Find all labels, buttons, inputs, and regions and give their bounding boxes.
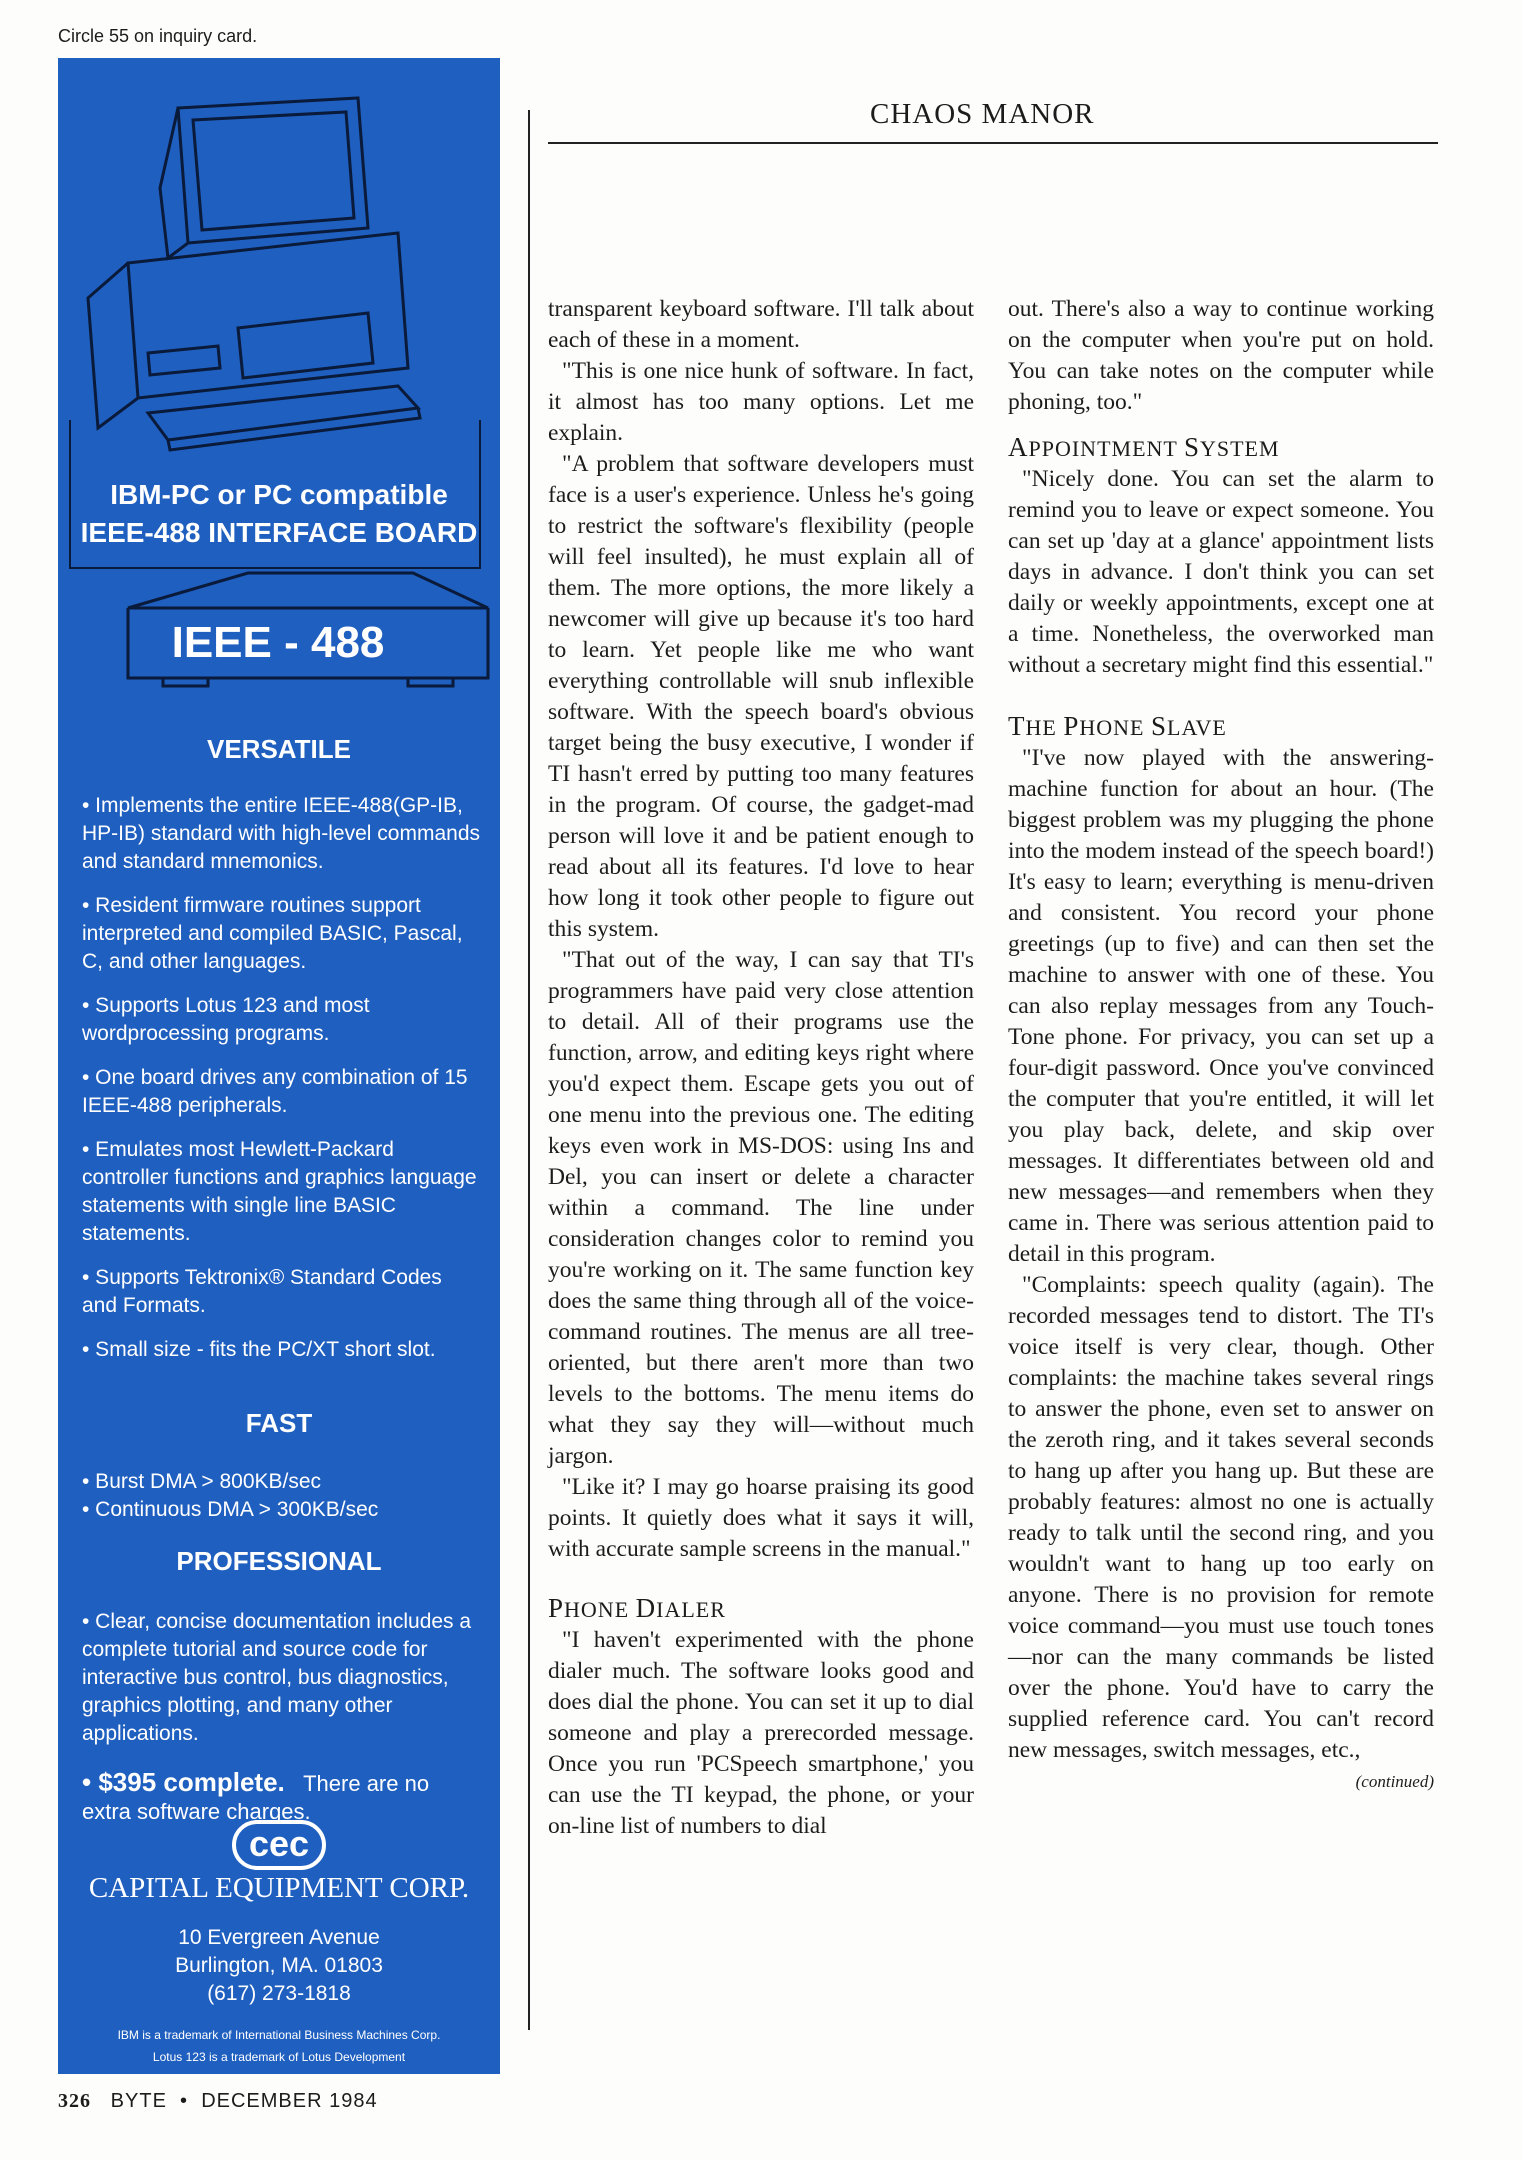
computer-illustration [68,68,490,688]
address-street: 10 Evergreen Avenue [178,1926,380,1949]
address-city: Burlington, MA. 01803 [175,1954,383,1977]
ad-tagline-line1: IBM-PC or PC compatible [110,479,448,510]
inquiry-note: Circle 55 on inquiry card. [58,26,258,46]
page-footer [58,2090,378,2113]
list-item: • Continuous DMA > 300KB/sec [82,1498,379,1521]
issue-date: DECEMBER 1984 [201,2090,378,2112]
paragraph: "This is one nice hunk of software. In fact, it almost has too many options. Let me explain. [548,358,974,446]
professional-bullet [82,1608,482,1748]
heading-professional: PROFESSIONAL [176,1546,382,1576]
heading-fast: FAST [245,1408,313,1438]
magazine-name: BYTE [110,2090,167,2112]
continued-note: (continued) [1355,1772,1434,1791]
subheading-phone-slave: THE PHONE SLAVE [1008,711,1227,741]
ad-tagline [72,476,486,552]
subheading-phone-dialer: PHONE DIALER [548,1593,726,1623]
price-note: There are no extra software charges. [82,1771,430,1824]
price: • $395 complete. [82,1767,285,1797]
list-item: • Emulates most Hewlett-Packard controller functions and graphics language statements with single line BASIC statements. [82,1138,477,1245]
paragraph: out. There's also a way to continue working on the computer when you're put on hold. You can take notes on the computer while phoning, too." [1008,296,1434,415]
paragraph: "A problem that software developers must face is a user's experience. Unless he's going to restrict the software's flexibility (people will feel insulted), he must explain all of them. The more options, the more likely a newcomer will give up because it's too hard to learn. Yet people like me who want everything controllable will snub inflexible software. With the speech board's obvious target being the busy executive, I wonder if TI hasn't erred by putting too many features in the program. Of course, the gadget-mad person will love it and be patient enough to read about all its features. I'd love to hear how long it took other people to figure out this system. [548,451,974,942]
board-label: IEEE - 488 [171,618,385,667]
list-item: • Implements the entire IEEE-488(GP-IB, HP-IB) standard with high-level commands and standard mnemonics. [82,794,480,873]
advertisement [58,58,500,2074]
versatile-bullet-list [82,792,482,1364]
company-address [58,1924,500,2008]
page-number: 326 [58,2090,91,2112]
paragraph: "Like it? I may go hoarse praising its good points. It quietly does what it says it will, with accurate sample screens in the manual." [548,1474,974,1562]
fast-bullet-list [82,1468,482,1524]
paragraph: "That out of the way, I can say that TI's programmers have paid very close attention to detail. All of their programs use the function, arrow, and editing keys right where you'd expect them. Escape gets you out of one menu into the previous one. The editing keys even work in MS-DOS: using Ins and Del, you can insert or delete a character within a command. The line under consideration changes color to remind you you're working on it. The same function key does the same thing through all of the voice-command routines. The menus are all tree-oriented, but there aren't more than two levels to the bottoms. The menu items do what they say they will—without much jargon. [548,947,974,1469]
article-column-1 [548,294,974,1842]
paragraph: "I've now played with the answering-machine function for about an hour. (The biggest problem was my plugging the phone into the modem instead of the speech board!) It's easy to learn; everything is menu-driven and consistent. You record your phone greetings (up to five) and can then set the machine to answer with one of these. You can also replay messages from any Touch-Tone phone. For privacy, you can set up a four-digit password. Once you've convinced the computer that you're entitled, it will let you play back, delete, and skip over messages. It differentiates between old and new messages—and remembers when they came in. There was serious attention paid to detail in this program. [1008,745,1434,1267]
trademark-ibm: IBM is a trademark of International Business Machines Corp. [117,2028,441,2042]
list-item: • Resident firmware routines support interpreted and compiled BASIC, Pascal, C, and other languages. [82,894,463,973]
subheading-appointment-system: APPOINTMENT SYSTEM [1008,432,1280,462]
list-item: • Burst DMA > 800KB/sec [82,1470,322,1493]
paragraph: "I haven't experimented with the phone dialer much. The software looks good and does dial the phone. You can set it up to dial someone and play a prerecorded message. Once you run 'PCSpeech smartphone,' you can use the TI keypad, the phone, or your on-line list of numbers to dial [548,1627,974,1839]
column-divider [528,110,530,2030]
trademark-notice [58,2024,500,2068]
ad-tagline-line2: IEEE-488 INTERFACE BOARD [80,517,478,548]
section-title: CHAOS MANOR [870,98,1095,130]
list-item: • Small size - fits the PC/XT short slot. [82,1338,436,1361]
paragraph: "Complaints: speech quality (again). The recorded messages tend to distort. The TI's voice itself is very clear, though. Other complaints: the machine takes several rings to answer the phone, even set to answer on the zeroth ring, and it takes several seconds to hang up after you hang up. But these are probably features: almost no one is actually ready to talk until the second ring, and you wouldn't want to hang up too early on anyone. There is no provision for remote voice command—you must use touch tones—nor can the many commands be listed over the phone. You'd have to carry the supplied reference card. You can't record new messages, switch messages, etc., [1008,1272,1434,1763]
header-rule [548,142,1438,144]
paragraph: "Nicely done. You can set the alarm to remind you to leave or expect someone. You can set up 'day at a glance' appointment lists days in advance. I don't think you can set daily or weekly appointments, except one at a time. Nonetheless, the overworked man without a secretary might find this essential." [1008,466,1434,678]
company-phone: (617) 273-1818 [207,1982,351,2005]
list-item: • Supports Tektronix® Standard Codes and Formats. [82,1266,442,1317]
heading-versatile: VERSATILE [207,734,351,764]
paragraph: transparent keyboard software. I'll talk about each of these in a moment. [548,296,974,353]
list-item: • Clear, concise documentation includes a complete tutorial and source code for interactive bus control, bus diagnostics, graphics plotting, and many other applications. [82,1610,472,1745]
footer-separator: • [180,2090,189,2112]
cec-logo [232,1818,326,1872]
article-column-2 [1008,294,1434,1797]
list-item: • One board drives any combination of 15 IEEE-488 peripherals. [82,1066,468,1117]
company-name: CAPITAL EQUIPMENT CORP. [88,1872,470,1904]
list-item: • Supports Lotus 123 and most wordprocessing programs. [82,994,370,1045]
svg-text:cec: cec [248,1823,310,1864]
trademark-lotus: Lotus 123 is a trademark of Lotus Development [152,2050,406,2064]
